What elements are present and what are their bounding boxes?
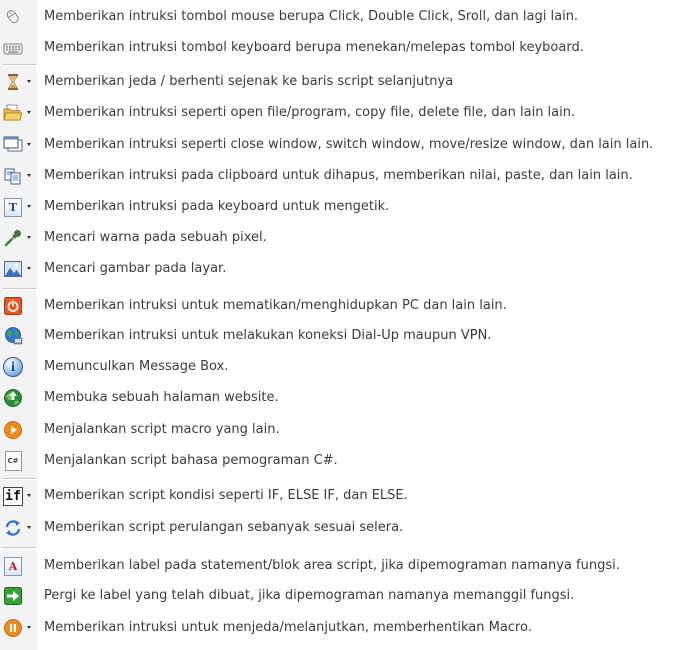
toolbox-separator (2, 64, 36, 66)
toolbox-item-keyboard[interactable] (0, 36, 680, 60)
info-icon (3, 357, 23, 377)
toolbox-item-window[interactable] (0, 133, 680, 157)
pause-icon (3, 618, 23, 638)
goto-arrow-icon (3, 586, 23, 606)
toolbox-separator (2, 478, 36, 480)
toolbox-item-loop[interactable] (0, 516, 680, 540)
toolbox-item-label: Memberikan intruksi pada keyboard untuk mengetik. (44, 199, 390, 214)
eyedropper-icon (3, 228, 23, 248)
toolbox-item-label: Memberikan intruksi seperti close window, switch window, move/resize window, dan lain lain. (44, 137, 654, 152)
toolbox-item-label: Memberikan script kondisi seperti IF, ELSE IF, dan ELSE. (44, 488, 408, 503)
hourglass-icon (3, 72, 23, 92)
toolbox-item-label-statement[interactable] (0, 554, 680, 578)
power-icon (3, 296, 23, 316)
csharp-icon-glyph: C# (5, 451, 22, 471)
toolbox-item-power[interactable] (0, 294, 680, 318)
chevron-down-icon[interactable] (27, 626, 31, 629)
toolbox-item-label: Memberikan intruksi tombol mouse berupa Click, Double Click, Sroll, dan lagi lain. (44, 9, 579, 24)
toolbox-item-image-search[interactable] (0, 257, 680, 281)
toolbox-item-run-macro[interactable] (0, 418, 680, 442)
toolbox-item-label: Memberikan jeda / berhenti sejenak ke baris script selanjutnya (44, 74, 454, 89)
label-a-icon-glyph: A (4, 557, 22, 576)
toolbox-item-label: Memberikan intruksi untuk mematikan/menghidupkan PC dan lain lain. (44, 298, 507, 313)
toolbox-item-label: Memberikan intruksi tombol keyboard berupa menekan/melepas tombol keyboard. (44, 40, 584, 55)
keyboard-icon (3, 38, 23, 58)
toolbox-item-label: Memunculkan Message Box. (44, 359, 229, 374)
info-icon-glyph: i (3, 357, 23, 377)
chevron-down-icon[interactable] (27, 205, 31, 208)
toolbox-item-message-box[interactable] (0, 355, 680, 379)
toolbox-item-goto[interactable] (0, 584, 680, 608)
toolbox-item-label: Memberikan intruksi untuk menjeda/melanjutkan, memberhentikan Macro. (44, 620, 532, 635)
toolbox-separator (2, 547, 36, 549)
chevron-down-icon[interactable] (27, 236, 31, 239)
toolbox-item-clipboard[interactable] (0, 164, 680, 188)
chevron-down-icon[interactable] (27, 80, 31, 83)
play-icon (3, 420, 23, 440)
toolbox-item-label: Membuka sebuah halaman website. (44, 390, 279, 405)
toolbox-item-delay[interactable] (0, 70, 680, 94)
toolbox-item-mouse[interactable] (0, 5, 680, 29)
toolbox-item-label: Memberikan intruksi pada clipboard untuk dihapus, memberikan nilai, paste, dan lain lain. (44, 168, 633, 183)
csharp-file-icon (3, 451, 23, 471)
toolbox-item-pause[interactable] (0, 616, 680, 640)
open-folder-icon (3, 103, 23, 123)
toolbox-item-label: Memberikan intruksi seperti open file/program, copy file, delete file, dan lain lain. (44, 105, 576, 120)
mouse-icon (3, 7, 23, 27)
toolbox-item-label: Memberikan label pada statement/blok area script, jika dipemograman namanya fungsi. (44, 558, 620, 573)
window-icon (3, 135, 23, 155)
chevron-down-icon[interactable] (27, 494, 31, 497)
text-icon-glyph: T (4, 198, 22, 217)
toolbox-item-website[interactable] (0, 386, 680, 410)
label-a-icon (3, 556, 23, 576)
toolbox-item-connection[interactable] (0, 324, 680, 348)
if-icon (3, 486, 23, 506)
toolbox-item-label: Mencari warna pada sebuah pixel. (44, 230, 267, 245)
toolbox-item-pixel-color[interactable] (0, 226, 680, 250)
toolbox-item-label: Pergi ke label yang telah dibuat, jika dipemograman namanya memanggil fungsi. (44, 588, 575, 603)
toolbox-item-file[interactable] (0, 101, 680, 125)
chevron-down-icon[interactable] (27, 526, 31, 529)
toolbox-item-label: Mencari gambar pada layar. (44, 261, 227, 276)
toolbox-separator (2, 288, 36, 290)
toolbox-item-condition[interactable] (0, 484, 680, 508)
toolbox-item-label: Memberikan script perulangan sebanyak sesuai selera. (44, 520, 404, 535)
chevron-down-icon[interactable] (27, 174, 31, 177)
clipboard-icon (3, 166, 23, 186)
chevron-down-icon[interactable] (27, 143, 31, 146)
web-globe-icon (3, 388, 23, 408)
loop-arrows-icon (3, 518, 23, 538)
toolbox-item-csharp[interactable] (0, 449, 680, 473)
toolbox-item-type-text[interactable] (0, 195, 680, 219)
toolbox-item-label: Memberikan intruksi untuk melakukan koneksi Dial-Up maupun VPN. (44, 328, 492, 343)
chevron-down-icon[interactable] (27, 111, 31, 114)
picture-icon (3, 259, 23, 279)
toolbox-item-label: Menjalankan script macro yang lain. (44, 422, 280, 437)
toolbox-item-label: Menjalankan script bahasa pemograman C#. (44, 453, 338, 468)
text-icon (3, 197, 23, 217)
network-globe-icon (3, 326, 23, 346)
if-icon-glyph: if (3, 487, 23, 506)
chevron-down-icon[interactable] (27, 267, 31, 270)
